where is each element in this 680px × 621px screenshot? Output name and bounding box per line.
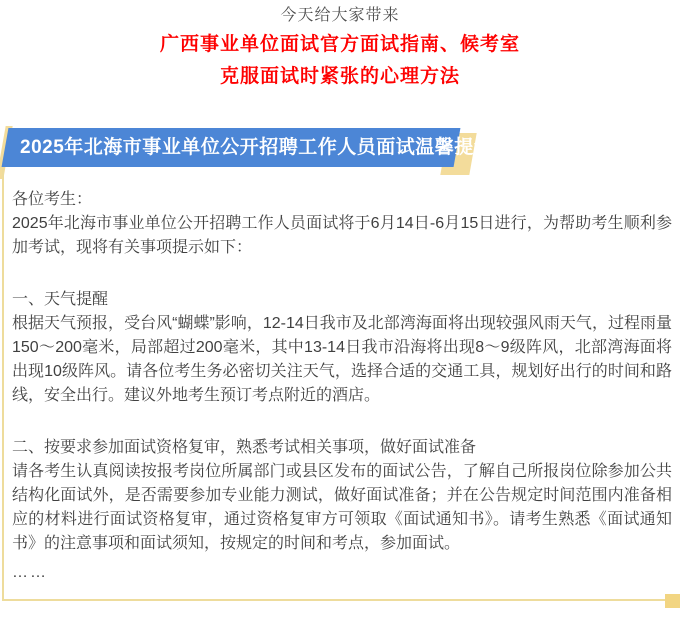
highlight-line-method: 克服面试时紧张的心理方法 [219, 66, 460, 87]
highlight-line-guide: 广西事业单位面试官方面试指南、候考室 [159, 34, 520, 55]
section-2-heading: 二、按要求参加面试资格复审，熟悉考试相关事项，做好面试准备 [12, 439, 477, 456]
notice-title: 2025年北海市事业单位公开招聘工作人员面试温馨提示 [20, 137, 494, 158]
section-1-body: 根据天气预报，受台风“蝴蝶”影响，12-14日我市及北部湾海面将出现较强风雨天气，过程雨量150～200毫米，局部超过200毫米，其中13-14日我市沿海将出现8～9级阵风，北部湾海面将出现10级阵风。请各位考生务必密切关注天气，选择合适的交通工具，规划好出行的时间和路线，安全出行。建议外地考生预订考点附近的酒店。 [12, 315, 672, 404]
salutation: 各位考生： [12, 191, 93, 208]
notice-body-box [2, 168, 680, 601]
section-2-body: 请各考生认真阅读按报考岗位所属部门或县区发布的面试公告，了解自己所报岗位除参加公共结构化面试外，是否需要参加专业能力测试，做好面试准备；并在公告规定时间范围内准备相应的材料进行面试资格复审，通过资格复审方可领取《面试通知书》。请考生熟悉《面试通知书》的注意事项和面试须知，按规定的时间和考点，参加面试。 [12, 463, 672, 552]
section-1-heading: 一、天气提醒 [12, 291, 109, 308]
intro-lead-text: 今天给大家带来 [280, 7, 400, 24]
intro-paragraph: 2025年北海市事业单位公开招聘工作人员面试将于6月14日-6月15日进行，为帮助考生顺利参加考试，现将有关事项提示如下： [12, 215, 672, 256]
ellipsis-text: …… [12, 564, 48, 581]
bottom-rule-end-square [665, 594, 680, 608]
